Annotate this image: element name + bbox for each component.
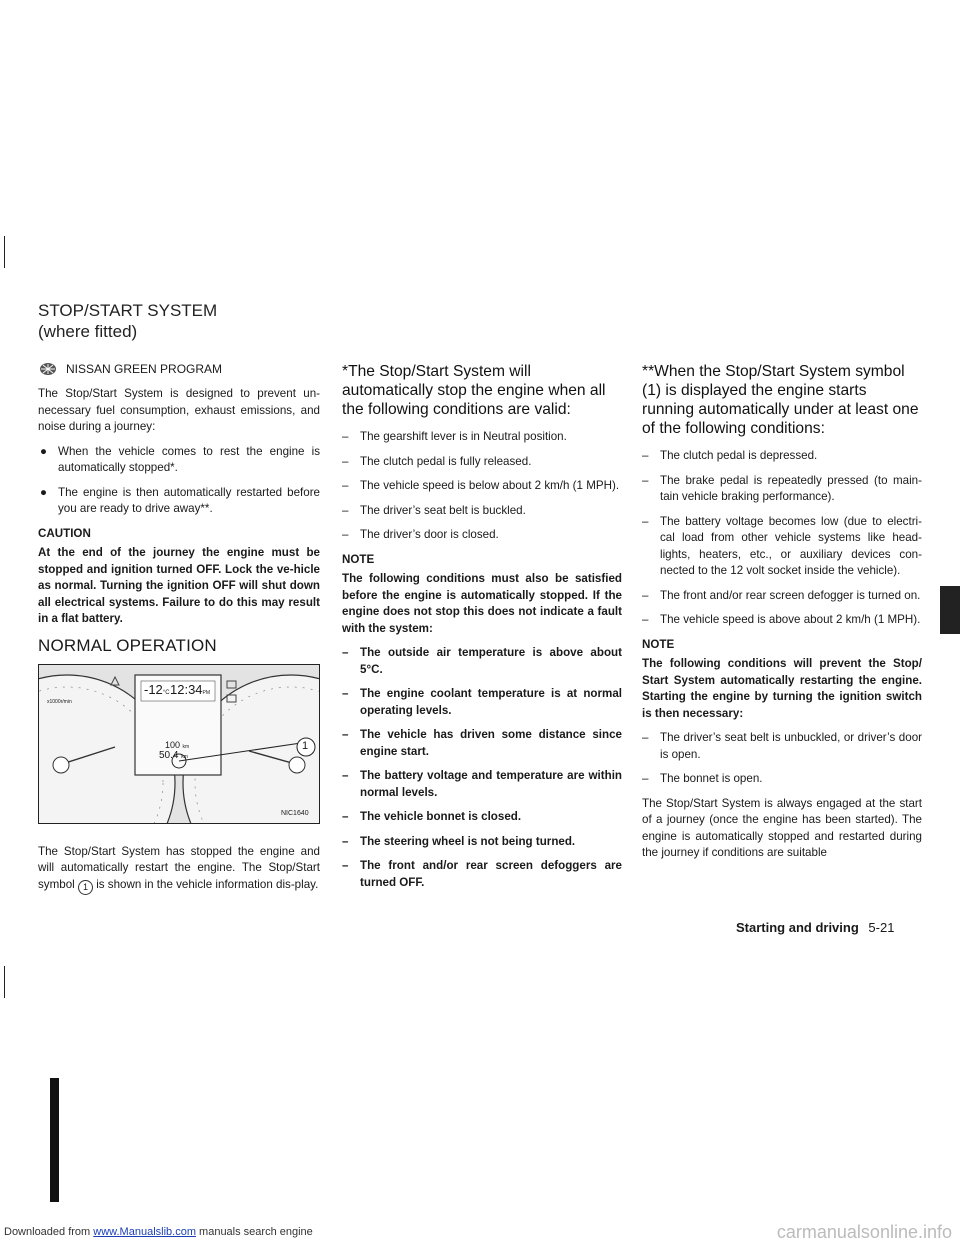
dash-marker: – — [342, 503, 349, 517]
condition-text: The driver’s door is closed. — [360, 528, 499, 541]
condition-text: The clutch pedal is depressed. — [660, 449, 818, 462]
temp-unit: °C — [162, 689, 170, 696]
dash-marker: – — [642, 772, 649, 785]
condition-text: The vehicle speed is above about 2 km/h (1 MPH). — [660, 613, 921, 626]
odo1-value: 100 — [165, 739, 181, 750]
note-condition-text: The battery voltage and temperature are within normal levels. — [360, 769, 622, 799]
dash-marker: – — [642, 613, 649, 626]
dash-marker: – — [342, 528, 349, 541]
intro-paragraph: The Stop/Start System is designed to prevent un-necessary fuel consumption, exhaust emissions, and noise during a journey: — [38, 387, 320, 433]
page-footer — [736, 920, 894, 935]
circled-number: 1 — [78, 880, 93, 895]
right-heading: **When the Stop/Start System symbol (1) is displayed the engine starts running automatically under at least one of the following conditions: — [642, 363, 919, 437]
section-title-line2: (where fitted) — [38, 322, 138, 341]
bullet-text: When the vehicle comes to rest the engine is automatically stopped*. — [58, 444, 320, 474]
middle-heading: *The Stop/Start System will automatically stop the engine when all the following conditions are valid: — [342, 363, 606, 418]
condition-text: The brake pedal is repeatedly pressed (to main-tain vehicle braking performance). — [660, 473, 922, 503]
dash-marker: – — [642, 514, 649, 528]
list-item — [642, 514, 922, 580]
dash-marker: – — [642, 588, 649, 602]
temp-readout — [144, 682, 170, 697]
dash-marker: – — [342, 687, 349, 700]
list-item — [342, 527, 622, 544]
list-item — [642, 473, 922, 506]
list-item — [642, 771, 922, 788]
right-column — [642, 362, 922, 870]
list-item — [342, 503, 622, 520]
dash-marker: – — [642, 731, 649, 744]
dash-marker: – — [342, 646, 349, 659]
note-text: The following conditions will prevent the Stop/ Start System automatically restarting the engine. Starting the engine by turning the ignition switch is then necessary: — [642, 657, 922, 720]
after-figure-text-b: is shown in the vehicle information dis-play. — [96, 877, 319, 891]
dash-marker: – — [342, 769, 349, 782]
watermark: carmanualsonline.info — [776, 1222, 952, 1242]
condition-text: The clutch pedal is fully released. — [360, 454, 532, 468]
list-item — [642, 730, 922, 763]
bullet-icon: ● — [40, 444, 48, 458]
note-condition-text: The steering wheel is not being turned. — [360, 834, 576, 848]
list-item — [342, 727, 622, 760]
note-condition-text: The vehicle bonnet is closed. — [360, 810, 522, 823]
note-condition-text: The engine coolant temperature is at normal operating levels. — [360, 687, 622, 717]
time-value: 12:34 — [170, 681, 203, 697]
clock-readout — [170, 682, 210, 697]
list-item — [342, 834, 622, 851]
odo2-value: 50.4 — [159, 749, 179, 761]
page-number: 5-21 — [868, 920, 895, 935]
crop-mark — [4, 966, 5, 998]
instrument-cluster-figure — [38, 664, 320, 824]
margin-bar — [50, 1078, 59, 1202]
caution-text: At the end of the journey the engine must be stopped and ignition turned OFF. Lock the ve-hicle as normal. Turning the ignition OFF will shut down all electrical systems. Failure to do this may result in a flat battery. — [38, 546, 320, 625]
temp-value: -12 — [144, 681, 163, 697]
section-title — [38, 300, 217, 342]
crop-mark — [4, 236, 5, 268]
dash-marker: – — [342, 430, 349, 443]
condition-text: The vehicle speed is below about 2 km/h (1 MPH). — [360, 479, 620, 492]
callout-number: 1 — [302, 739, 309, 752]
note-text: The following conditions must also be satisfied before the engine is automatically stopped. If the engine does not stop this does not indicate a fault with the system: — [342, 572, 622, 635]
normal-operation-heading: NORMAL OPERATION — [38, 635, 217, 655]
condition-text: The front and/or rear screen defogger is turned on. — [660, 588, 921, 602]
leaf-icon — [38, 362, 58, 376]
list-item — [342, 686, 622, 719]
section-title-line1: STOP/START SYSTEM — [38, 301, 218, 320]
dash-marker: – — [342, 454, 349, 468]
list-item — [342, 768, 622, 801]
odometer-1 — [165, 740, 189, 750]
left-column — [38, 362, 320, 903]
list-item — [342, 478, 622, 495]
note-condition-text: The outside air temperature is above about 5°C. — [360, 646, 622, 676]
green-program-label: NISSAN GREEN PROGRAM — [66, 362, 223, 376]
dash-marker: – — [342, 479, 349, 492]
green-program-row — [38, 362, 320, 376]
dash-marker: – — [642, 473, 649, 487]
manualslib-link[interactable]: www.Manualslib.com — [93, 1226, 196, 1238]
list-item — [642, 588, 922, 605]
odo1-unit: km — [182, 743, 190, 750]
list-item — [342, 809, 622, 826]
note-condition-text: The driver’s seat belt is unbuckled, or driver’s door is open. — [660, 731, 922, 761]
dash-marker: – — [342, 810, 349, 823]
list-item — [342, 645, 622, 678]
closing-paragraph: The Stop/Start System is always engaged at the start of a journey (once the engine has been started). The engine is automatically stopped and restarted during the journey if conditions are suitable — [642, 796, 922, 859]
bullet-text: The engine is then automatically restarted before you are ready to drive away**. — [58, 485, 320, 515]
after-figure-paragraph — [38, 844, 320, 895]
list-item — [342, 429, 622, 446]
rpm-label: x1000r/min — [47, 698, 72, 705]
dash-marker: – — [342, 859, 349, 872]
list-item — [642, 448, 922, 465]
list-item — [342, 454, 622, 471]
download-suffix: manuals search engine — [195, 1226, 313, 1238]
download-notice — [4, 1226, 313, 1238]
time-unit: PM — [202, 689, 211, 696]
condition-text: The driver’s seat belt is buckled. — [360, 503, 526, 517]
dash-marker: – — [342, 728, 349, 741]
download-prefix: Downloaded from — [4, 1226, 94, 1238]
bullet-icon: ● — [40, 485, 48, 499]
note-condition-text: The front and/or rear screen defoggers are turned OFF. — [360, 859, 622, 889]
list-item — [642, 612, 922, 629]
figure-code: NIC1640 — [281, 809, 309, 817]
caution-heading: CAUTION — [38, 526, 91, 540]
note-heading: NOTE — [342, 552, 375, 566]
dash-marker: – — [642, 449, 649, 462]
condition-text: The gearshift lever is in Neutral position. — [360, 430, 567, 443]
dash-marker: – — [342, 834, 349, 848]
note-heading: NOTE — [642, 637, 675, 651]
odometer-2 — [159, 750, 188, 761]
list-item — [38, 444, 320, 477]
list-item — [38, 485, 320, 518]
chapter-tab-marker — [940, 586, 960, 634]
chapter-name: Starting and driving — [736, 920, 859, 935]
after-figure-text-a: The Stop/Start System has stopped the engine and will automatically restart the engine. The Stop/Start symbol — [38, 844, 320, 891]
middle-column — [342, 362, 622, 899]
odo2-unit: km — [181, 753, 188, 760]
list-item — [342, 858, 622, 891]
note-condition-text: The vehicle has driven some distance since engine start. — [360, 728, 622, 758]
condition-text: The battery voltage becomes low (due to electri-cal load from other vehicle systems like head-lights, heaters, etc., or auxiliary devices con-nected to the 12 volt socket inside the vehicle). — [660, 514, 922, 577]
note-condition-text: The bonnet is open. — [660, 772, 763, 785]
